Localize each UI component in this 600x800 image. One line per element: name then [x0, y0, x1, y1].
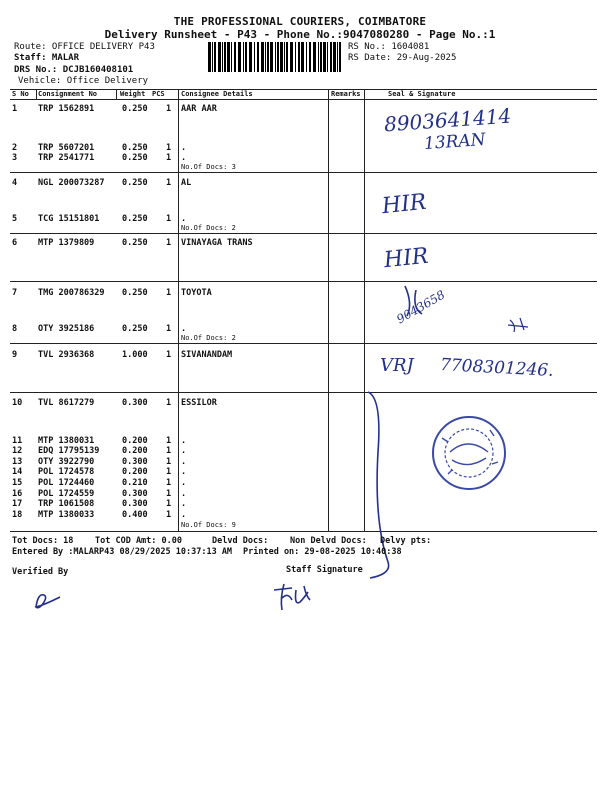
- row-pcs: 1: [166, 214, 172, 224]
- runsheet-subtitle: Delivery Runsheet - P43 - Phone No.:9047080280 - Page No.:1: [104, 28, 496, 41]
- barcode-bar: [224, 42, 226, 72]
- barcode-bar: [257, 42, 259, 72]
- row-consignee: .: [181, 143, 187, 153]
- row-consignee: ESSILOR: [181, 398, 217, 408]
- delivered-docs: Delvd Docs:: [212, 536, 269, 546]
- row-pcs: 1: [166, 104, 172, 114]
- row-sno: 2: [12, 143, 18, 153]
- barcode-bar: [309, 42, 311, 72]
- row-sno: 3: [12, 153, 18, 163]
- row-consignment-no: NGL 200073287: [38, 178, 105, 188]
- row-pcs: 1: [166, 478, 172, 488]
- handwritten-phone: 9043658: [394, 287, 448, 327]
- company-title: THE PROFESSIONAL COURIERS, COIMBATORE: [173, 15, 427, 28]
- row-sno: 11: [12, 436, 23, 446]
- barcode-bar: [275, 42, 276, 72]
- col-divider: [116, 89, 117, 100]
- row-weight: 1.000: [122, 350, 148, 360]
- non-delivered-docs: Non Delvd Docs:: [290, 536, 367, 546]
- barcode-bar: [306, 42, 307, 72]
- total-docs: Tot Docs: 18: [12, 536, 74, 546]
- row-consignee: .: [181, 446, 187, 456]
- col-sno: S No: [12, 90, 29, 98]
- barcode-bar: [267, 42, 269, 72]
- row-sno: 10: [12, 398, 23, 408]
- drs-label: DRS No.: DCJB160408101: [14, 65, 134, 75]
- rs-date: RS Date: 29-Aug-2025: [348, 53, 457, 63]
- row-weight: 0.250: [122, 238, 148, 248]
- row-weight: 0.250: [122, 143, 148, 153]
- row-weight: 0.300: [122, 457, 148, 467]
- barcode-bar: [231, 42, 232, 72]
- barcode-bar: [234, 42, 236, 72]
- barcode-bar: [227, 42, 230, 72]
- row-consignment-no: EDQ 17795139: [38, 446, 100, 456]
- row-consignee: .: [181, 324, 187, 334]
- table-header-rule: [10, 99, 597, 100]
- barcode-bar: [337, 42, 338, 72]
- group-rule: [10, 172, 597, 173]
- row-sno: 17: [12, 499, 23, 509]
- row-weight: 0.300: [122, 489, 148, 499]
- handwritten-phone: 8903641414: [383, 103, 512, 137]
- row-weight: 0.300: [122, 398, 148, 408]
- row-pcs: 1: [166, 178, 172, 188]
- barcode-bar: [333, 42, 336, 72]
- col-weight: Weight: [120, 90, 146, 98]
- col-consignee: Consignee Details: [181, 90, 253, 98]
- row-consignee: SIVANANDAM: [181, 350, 233, 360]
- row-consignee: AAR AAR: [181, 104, 217, 114]
- row-pcs: 1: [166, 510, 172, 520]
- barcode-bar: [320, 42, 322, 72]
- row-consignment-no: TRP 5607201: [38, 143, 95, 153]
- row-sno: 5: [12, 214, 18, 224]
- row-consignee: TOYOTA: [181, 288, 212, 298]
- col-divider: [328, 89, 329, 532]
- row-weight: 0.250: [122, 288, 148, 298]
- handwritten-phone: 7708301246.: [439, 355, 555, 381]
- row-sno: 15: [12, 478, 23, 488]
- row-sno: 1: [12, 104, 18, 114]
- docs-count: No.Of Docs: 3: [181, 163, 236, 171]
- barcode-bar: [330, 42, 332, 72]
- row-weight: 0.250: [122, 178, 148, 188]
- row-weight: 0.400: [122, 510, 148, 520]
- col-remarks: Remarks: [331, 90, 361, 98]
- barcode-bar: [238, 42, 241, 72]
- row-consignment-no: POL 1724578: [38, 467, 95, 477]
- row-pcs: 1: [166, 398, 172, 408]
- row-pcs: 1: [166, 324, 172, 334]
- row-weight: 0.200: [122, 436, 148, 446]
- row-pcs: 1: [166, 153, 172, 163]
- barcode-bar: [208, 42, 211, 72]
- barcode-bar: [327, 42, 328, 72]
- row-weight: 0.250: [122, 153, 148, 163]
- row-pcs: 1: [166, 350, 172, 360]
- barcode-bar: [214, 42, 216, 72]
- row-sno: 12: [12, 446, 23, 456]
- row-consignment-no: TVL 8617279: [38, 398, 95, 408]
- barcode-bar: [280, 42, 283, 72]
- barcode-bar: [212, 42, 213, 72]
- row-weight: 0.210: [122, 478, 148, 488]
- row-pcs: 1: [166, 467, 172, 477]
- barcode-bar: [286, 42, 288, 72]
- docs-count: No.Of Docs: 2: [181, 224, 236, 232]
- row-weight: 0.300: [122, 499, 148, 509]
- row-weight: 0.200: [122, 467, 148, 477]
- barcode: [208, 42, 342, 72]
- row-sno: 4: [12, 178, 18, 188]
- barcode-bar: [290, 42, 293, 72]
- staff-signature: [268, 580, 318, 612]
- barcode-bar: [222, 42, 223, 72]
- row-weight: 0.250: [122, 324, 148, 334]
- row-consignment-no: OTY 3925186: [38, 324, 95, 334]
- row-pcs: 1: [166, 143, 172, 153]
- row-consignment-no: POL 1724559: [38, 489, 95, 499]
- row-consignee: .: [181, 499, 187, 509]
- row-consignment-no: MTP 1380033: [38, 510, 95, 520]
- row-consignment-no: TVL 2936368: [38, 350, 95, 360]
- docs-count: No.Of Docs: 9: [181, 521, 236, 529]
- barcode-bar: [313, 42, 316, 72]
- barcode-bar: [245, 42, 247, 72]
- row-consignee: .: [181, 436, 187, 446]
- row-sno: 18: [12, 510, 23, 520]
- barcode-bar: [301, 42, 304, 72]
- barcode-bar: [270, 42, 273, 72]
- docs-count: No.Of Docs: 2: [181, 334, 236, 342]
- row-consignment-no: POL 1724460: [38, 478, 95, 488]
- row-sno: 16: [12, 489, 23, 499]
- row-sno: 9: [12, 350, 18, 360]
- delivery-points: Delvy pts:: [380, 536, 432, 546]
- seal-stamp: [428, 412, 510, 494]
- barcode-bar: [261, 42, 264, 72]
- printed-on: Printed on: 29-08-2025 10:40:38: [243, 547, 402, 557]
- row-sno: 7: [12, 288, 18, 298]
- col-divider: [178, 89, 179, 532]
- row-pcs: 1: [166, 238, 172, 248]
- row-sno: 8: [12, 324, 18, 334]
- barcode-bar: [318, 42, 319, 72]
- row-pcs: 1: [166, 288, 172, 298]
- row-sno: 14: [12, 467, 23, 477]
- row-consignee: .: [181, 489, 187, 499]
- row-pcs: 1: [166, 499, 172, 509]
- vehicle-label: Vehicle: Office Delivery: [18, 76, 149, 86]
- row-consignee: .: [181, 457, 187, 467]
- barcode-bar: [339, 42, 341, 72]
- row-consignment-no: TRP 1562891: [38, 104, 95, 114]
- rs-number: RS No.: 1604081: [348, 42, 430, 52]
- col-seal-signature: Seal & Signature: [388, 90, 456, 98]
- route-label: Route: OFFICE DELIVERY P43: [14, 42, 155, 52]
- entered-by: Entered By :MALARP43 08/29/2025 10:37:13 AM: [12, 547, 233, 557]
- barcode-bar: [243, 42, 244, 72]
- verifier-signature: [28, 585, 68, 615]
- barcode-bar: [323, 42, 326, 72]
- barcode-bar: [295, 42, 296, 72]
- row-sno: 6: [12, 238, 18, 248]
- barcode-bar: [265, 42, 266, 72]
- row-consignment-no: TCG 15151801: [38, 214, 100, 224]
- total-cod-amount: Tot COD Amt: 0.00: [95, 536, 182, 546]
- row-consignment-no: TMG 200786329: [38, 288, 105, 298]
- handwritten-initials: VRJ: [380, 355, 414, 376]
- group-rule: [10, 233, 597, 234]
- row-pcs: 1: [166, 436, 172, 446]
- row-weight: 0.250: [122, 214, 148, 224]
- row-consignee: .: [181, 214, 187, 224]
- row-consignee: .: [181, 478, 187, 488]
- verified-by-label: Verified By: [12, 567, 69, 577]
- barcode-bar: [277, 42, 279, 72]
- row-pcs: 1: [166, 457, 172, 467]
- handwritten-signature: HIR: [382, 243, 430, 274]
- row-consignee: .: [181, 153, 187, 163]
- row-pcs: 1: [166, 489, 172, 499]
- row-weight: 0.200: [122, 446, 148, 456]
- col-consignment: Consignment No: [38, 90, 98, 98]
- col-divider: [36, 89, 37, 100]
- row-pcs: 1: [166, 446, 172, 456]
- row-consignee: .: [181, 467, 187, 477]
- table-top-rule: [10, 89, 597, 90]
- staff-signature-label: Staff Signature: [286, 565, 363, 575]
- handwritten-name: 13RAN: [423, 129, 487, 155]
- barcode-bar: [284, 42, 285, 72]
- barcode-bar: [249, 42, 252, 72]
- row-consignment-no: MTP 1379809: [38, 238, 95, 248]
- row-consignee: .: [181, 510, 187, 520]
- staff-label: Staff: MALAR: [14, 53, 80, 63]
- barcode-bar: [298, 42, 300, 72]
- row-consignee: AL: [181, 178, 192, 188]
- row-consignment-no: TRP 2541771: [38, 153, 95, 163]
- barcode-bar: [218, 42, 221, 72]
- row-consignment-no: TRP 1061508: [38, 499, 95, 509]
- row-weight: 0.250: [122, 104, 148, 114]
- row-sno: 13: [12, 457, 23, 467]
- row-consignment-no: MTP 1380031: [38, 436, 95, 446]
- row-consignee: VINAYAGA TRANS: [181, 238, 253, 248]
- handwritten-signature: HIR: [380, 189, 428, 220]
- col-pcs: PCS: [152, 90, 165, 98]
- row-consignment-no: OTY 3922790: [38, 457, 95, 467]
- barcode-bar: [254, 42, 255, 72]
